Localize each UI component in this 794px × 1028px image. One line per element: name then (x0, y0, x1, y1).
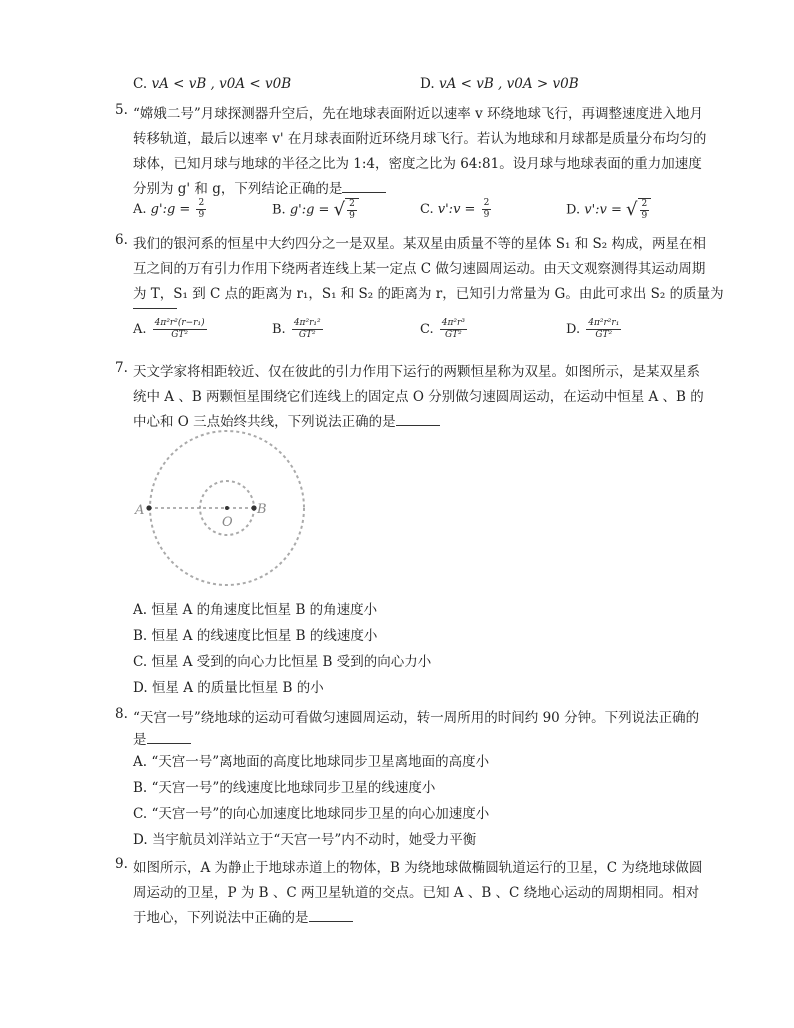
question-text: “天宫一号”绕地球的运动可看做匀速圆周运动，转一周所用的时间约 90 分钟。下列说法正确的 (133, 710, 700, 726)
question-text: 我们的银河系的恒星中大约四分之一是双星。某双星由质量不等的星体 S₁ 和 S₂ 构成，两星在相 (133, 236, 706, 252)
star-b (251, 505, 256, 510)
question-number: 6. (115, 232, 128, 248)
binary-star-figure (125, 428, 325, 598)
q8-option-a[interactable]: A. “天宫一号”离地面的高度比地球同步卫星离地面的高度小 (133, 754, 490, 770)
fraction: $\frac{\text{4π²r²r₁}}{\text{GT²}}$ (588, 318, 620, 340)
q7-option-d[interactable]: D. 恒星 A 的质量比恒星 B 的小 (133, 680, 324, 696)
question-text: 周运动的卫星，P 为 B 、C 两卫星轨道的交点。已知 A 、B 、C 绕地心运动的周期相同。相对 (133, 885, 700, 901)
fraction: $\frac{\text{4π²r³}}{\text{GT²}}$ (441, 318, 465, 340)
question-text: 是 (133, 728, 191, 748)
question-number: 7. (115, 360, 128, 376)
question-text: 为 T，S₁ 到 C 点的距离为 r₁，S₁ 和 S₂ 的距离为 r，已知引力常量为 G。由此可求出 S₂ 的质量为 (133, 286, 724, 302)
question-text: 中心和 O 三点始终共线，下列说法正确的是 (133, 410, 440, 430)
label-a: A (135, 503, 145, 518)
question-text: 转移轨道，最后以速率 v' 在月球表面附近环绕月球飞行。若认为地球和月球都是质量分布均匀的 (133, 131, 707, 147)
q6-option-d[interactable]: D. $\frac{\text{4π²r²r₁}}{\text{GT²}}$ (566, 318, 620, 340)
q5-option-d[interactable]: D. v':v = √ $\frac{2}{9}$ (566, 198, 651, 222)
question-text: 分别为 g' 和 g，下列结论正确的是 (133, 177, 386, 197)
question-number: 8. (115, 706, 128, 722)
answer-blank[interactable] (396, 411, 440, 426)
sqrt-symbol: √ $\frac{2}{9}$ (626, 198, 651, 222)
label-o: O (222, 515, 233, 530)
q7-option-a[interactable]: A. 恒星 A 的角速度比恒星 B 的角速度小 (133, 602, 378, 618)
q5-option-c[interactable]: C. v':v = $\frac{2}{9}$ (420, 198, 490, 220)
q6-option-b[interactable]: B. $\frac{\text{4π²r₁²}}{\text{GT²}}$ (272, 318, 321, 340)
q4-option-d[interactable]: D. vA < vB , v0A > v0B (420, 76, 579, 92)
question-number: 9. (115, 856, 128, 872)
answer-blank[interactable] (133, 308, 177, 310)
fraction: $\frac{\text{4π²r₁²}}{\text{GT²}}$ (293, 318, 321, 340)
q7-option-c[interactable]: C. 恒星 A 受到的向心力比恒星 B 受到的向心力小 (133, 654, 432, 670)
q4-option-c[interactable]: C. vA < vB , v0A < v0B (133, 76, 292, 92)
q5-option-b[interactable]: B. g':g = √ $\frac{2}{9}$ (272, 198, 359, 222)
q8-option-c[interactable]: C. “天宫一号”的向心加速度比地球同步卫星的向心加速度小 (133, 806, 490, 822)
q6-option-a[interactable]: A. $\frac{\text{4π²r²(r−r₁)}}{\text{GT²}}$ (133, 318, 205, 340)
sqrt-symbol: √ $\frac{2}{9}$ (334, 198, 359, 222)
question-text: 球体，已知月球与地球的半径之比为 1:4，密度之比为 64:81。设月球与地球表面的重力加速度 (133, 156, 702, 172)
center-point-o (225, 506, 229, 510)
question-text: 天文学家将相距较近、仅在彼此的引力作用下运行的两颗恒星称为双星。如图所示，是某双星系 (133, 364, 700, 380)
q7-option-b[interactable]: B. 恒星 A 的线速度比恒星 B 的线速度小 (133, 628, 378, 644)
question-text: “嫦娥二号”月球探测器升空后，先在地球表面附近以速率 v 环绕地球飞行，再调整速度进入地月 (133, 106, 704, 122)
fraction: $\frac{\text{4π²r²(r−r₁)}}{\text{GT²}}$ (154, 318, 205, 340)
q6-option-c[interactable]: C. $\frac{\text{4π²r³}}{\text{GT²}}$ (420, 318, 465, 340)
answer-blank[interactable] (342, 178, 386, 193)
question-text: 如图所示，A 为静止于地球赤道上的物体，B 为绕地球做椭圆轨道运行的卫星，C 为绕地球做圆 (133, 860, 703, 876)
q8-option-d[interactable]: D. 当宇航员刘洋站立于“天宫一号”内不动时，她受力平衡 (133, 832, 477, 848)
question-text: 互之间的万有引力作用下绕两者连线上某一定点 C 做匀速圆周运动。由天文观察测得其运动周期 (133, 261, 706, 277)
fraction: $\frac{2}{9}$ (483, 198, 490, 220)
q5-option-a[interactable]: A. g':g = $\frac{2}{9}$ (133, 198, 205, 220)
answer-blank[interactable] (309, 907, 353, 922)
fraction: $\frac{2}{9}$ (198, 198, 205, 220)
label-b: B (257, 502, 267, 517)
q8-option-b[interactable]: B. “天宫一号”的线速度比地球同步卫星的线速度小 (133, 780, 436, 796)
star-a (146, 505, 151, 510)
answer-blank[interactable] (147, 729, 191, 744)
question-number: 5. (115, 102, 128, 118)
question-text: 于地心，下列说法中正确的是 (133, 906, 353, 926)
question-text: 统中 A 、B 两颗恒星围绕它们连线上的固定点 O 分别做匀速圆周运动，在运动中恒星 A 、B 的 (133, 389, 704, 405)
